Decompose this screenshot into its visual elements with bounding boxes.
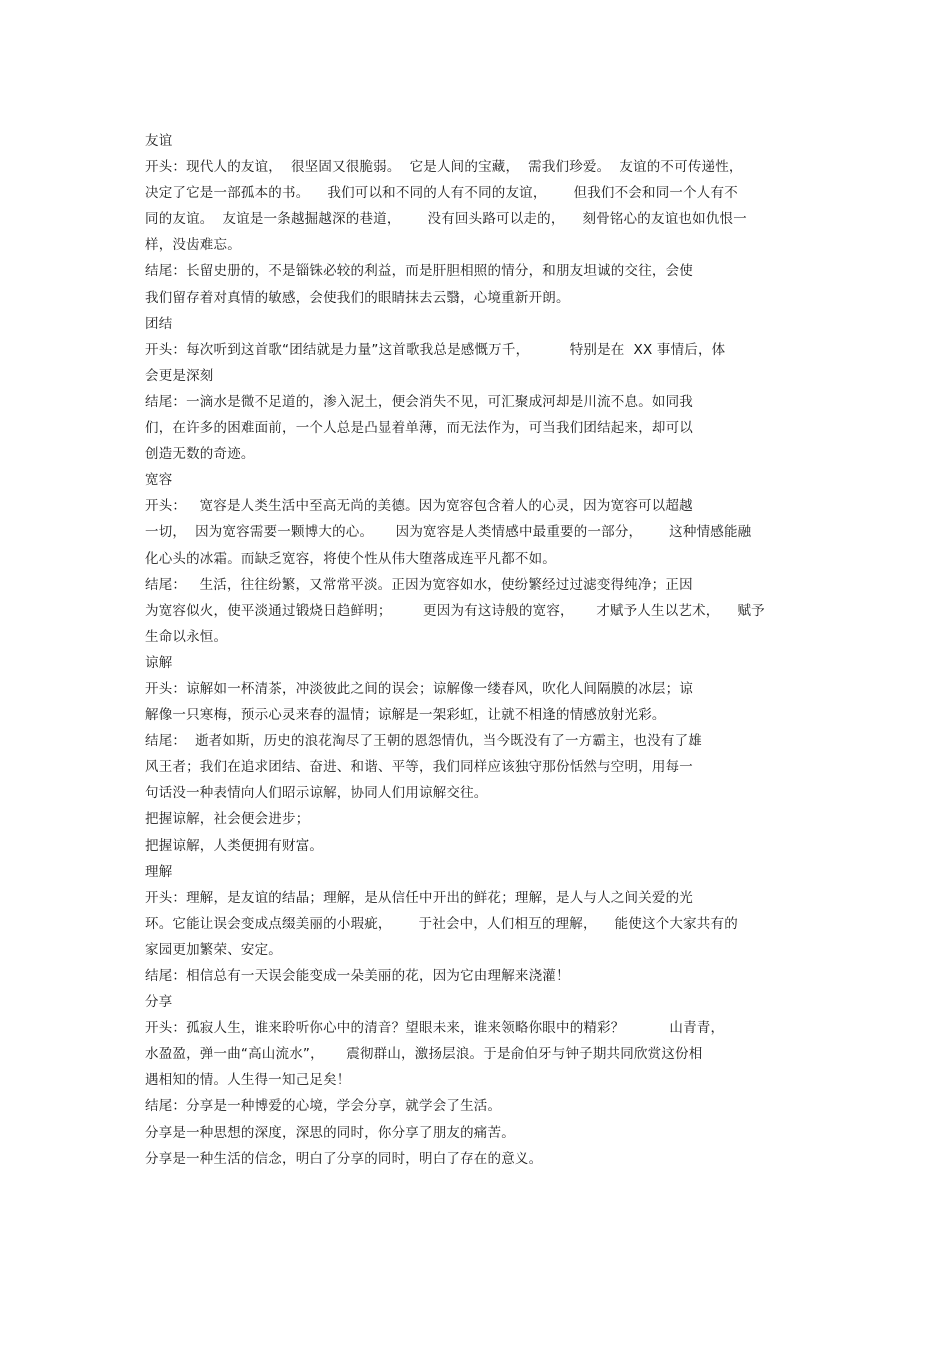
text-line: 结尾： 逝者如斯，历史的浪花淘尽了王朝的恩怨情仇，当今既没有了一方霸主，也没有了雄 bbox=[145, 733, 702, 750]
section-heading-understanding: 理解 bbox=[145, 863, 173, 880]
text-line: 决定了它是一部孤本的书。 我们可以和不同的人有不同的友谊， 但我们不会和同一个人有不 bbox=[145, 185, 738, 202]
text-line: 风王者；我们在追求团结、奋进、和谐、平等，我们同样应该独守那份恬然与空明，用每一 bbox=[145, 759, 693, 776]
text-line: 遇相知的情。人生得一知己足矣！ bbox=[145, 1072, 351, 1089]
text-line: 开头：谅解如一杯清茶，冲淡彼此之间的误会；谅解像一缕春风，吹化人间隔膜的冰层；谅 bbox=[145, 680, 693, 697]
text-line: 化心头的冰霜。而缺乏宽容，将使个性从伟大堕落成连平凡都不如。 bbox=[145, 550, 556, 567]
text-line: 开头：孤寂人生，谁来聆听你心中的清音？望眼未来，谁来领略你眼中的精彩？ 山青青， bbox=[145, 1020, 725, 1037]
text-line: 句话没一种表情向人们昭示谅解，协同人们用谅解交往。 bbox=[145, 785, 488, 802]
text-line: 开头：每次听到这首歌“团结就是力量”这首歌我总是感慨万千， 特别是在 XX 事情后，体 bbox=[145, 341, 726, 358]
text-line: 一切， 因为宽容需要一颗博大的心。 因为宽容是人类情感中最重要的一部分， 这种情感能融 bbox=[145, 524, 752, 541]
text-line: 解像一只寒梅，预示心灵来春的温情；谅解是一架彩虹，让就不相逢的情感放射光彩。 bbox=[145, 707, 666, 724]
text-line: 我们留存着对真情的敏感，会使我们的眼睛抹去云翳，心境重新开朗。 bbox=[145, 289, 570, 306]
text-line: 会更是深刻 bbox=[145, 367, 214, 384]
section-heading-forgiveness: 谅解 bbox=[145, 654, 173, 671]
section-heading-friendship: 友谊 bbox=[145, 133, 173, 149]
text-line: 同的友谊。 友谊是一条越掘越深的巷道， 没有回头路可以走的， 刻骨铭心的友谊也如仇恨一 bbox=[145, 211, 747, 228]
document-body bbox=[145, 128, 810, 1172]
text-line: 生命以永恒。 bbox=[145, 628, 228, 645]
text-line: 环。它能让误会变成点缀美丽的小瑕疵， 于社会中，人们相互的理解， 能使这个大家共有的 bbox=[145, 915, 738, 932]
section-heading-sharing: 分享 bbox=[145, 994, 173, 1011]
text-line: 开头：理解，是友谊的结晶；理解，是从信任中开出的鲜花；理解，是人与人之间关爱的光 bbox=[145, 889, 693, 906]
text-line: 样，没齿难忘。 bbox=[145, 237, 241, 254]
text-line: 结尾：长留史册的，不是锱铢必较的利益，而是肝胆相照的情分，和朋友坦诚的交往，会使 bbox=[145, 263, 693, 280]
text-line: 开头： 宽容是人类生活中至高无尚的美德。因为宽容包含着人的心灵，因为宽容可以超越 bbox=[145, 498, 693, 515]
text-line: 结尾：一滴水是微不足道的，渗入泥土，便会消失不见，可汇聚成河却是川流不息。如同我 bbox=[145, 393, 693, 410]
text-line: 水盈盈，弹一曲“高山流水”， 震彻群山，激扬层浪。于是俞伯牙与钟子期共同欣赏这份相 bbox=[145, 1046, 703, 1063]
section-heading-unity: 团结 bbox=[145, 315, 173, 332]
text-line: 开头：现代人的友谊， 很坚固又很脆弱。 它是人间的宝藏， 需我们珍爱。 友谊的不可传递性， bbox=[145, 159, 743, 176]
text-line: 结尾：相信总有一天误会能变成一朵美丽的花，因为它由理解来浇灌！ bbox=[145, 968, 570, 984]
text-line: 创造无数的奇迹。 bbox=[145, 446, 255, 463]
text-line: 把握谅解，人类便拥有财富。 bbox=[145, 837, 324, 854]
section-heading-tolerance: 宽容 bbox=[145, 472, 173, 489]
text-line: 家园更加繁荣、安定。 bbox=[145, 941, 282, 958]
text-line: 把握谅解，社会便会进步； bbox=[145, 811, 310, 828]
text-line: 们，在许多的困难面前，一个人总是凸显着单薄，而无法作为，可当我们团结起来，却可以 bbox=[145, 420, 693, 437]
text-line: 分享是一种思想的深度，深思的同时，你分享了朋友的痛苦。 bbox=[145, 1124, 515, 1141]
text-line: 结尾： 生活，往往纷繁，又常常平淡。正因为宽容如水，使纷繁经过过滤变得纯净；正因 bbox=[145, 576, 693, 593]
text-line: 结尾：分享是一种博爱的心境，学会分享，就学会了生活。 bbox=[145, 1098, 502, 1115]
text-line: 为宽容似火，使平淡通过锻烧日趋鲜明； 更因为有这诗般的宽容， 才赋予人生以艺术， 赋予 bbox=[145, 602, 765, 619]
text-line: 分享是一种生活的信念，明白了分享的同时，明白了存在的意义。 bbox=[145, 1150, 543, 1167]
